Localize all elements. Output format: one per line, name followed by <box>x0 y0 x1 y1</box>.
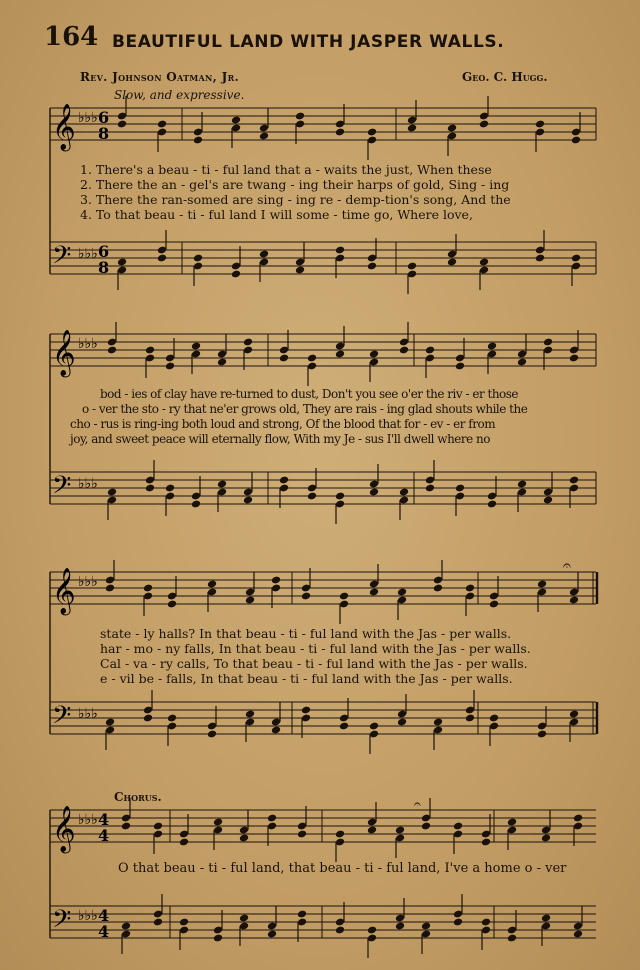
note-head <box>369 588 379 597</box>
chorus-lyrics: O that beau - ti - ful land, that beau - ti - ful land, I've a home o - ver <box>118 861 567 876</box>
note-head <box>453 918 463 927</box>
note-head <box>369 488 379 497</box>
note-head <box>571 254 581 263</box>
note-head <box>243 496 253 505</box>
note-head <box>121 922 131 931</box>
note-head <box>369 722 379 731</box>
note-head <box>569 354 579 363</box>
note-head <box>465 584 475 593</box>
note-head <box>335 350 345 359</box>
note-head <box>397 718 407 727</box>
note-head <box>145 346 155 355</box>
verse4-lyrics-line3: e - vil be - falls, In that beau - ti - ful land with the Jas - per walls. <box>100 671 513 686</box>
note-head <box>339 592 349 601</box>
note-head <box>245 710 255 719</box>
note-head <box>307 492 317 501</box>
note-head <box>407 124 417 133</box>
note-head <box>207 580 217 589</box>
key-signature-flats: ♭♭♭ <box>78 336 98 352</box>
note-head <box>535 120 545 129</box>
note-head <box>399 488 409 497</box>
note-head <box>481 918 491 927</box>
note-head <box>569 596 579 605</box>
treble-staff-lines <box>50 810 596 842</box>
note-head <box>259 250 269 259</box>
note-head <box>279 354 289 363</box>
note-head <box>231 116 241 125</box>
note-head <box>279 476 289 485</box>
bass-staff-lines <box>50 242 596 274</box>
note-head <box>295 112 305 121</box>
bass-clef-icon: 𝄢 <box>52 905 72 940</box>
note-head <box>537 730 547 739</box>
note-head <box>541 914 551 923</box>
key-signature-flats-bass: ♭♭♭ <box>78 908 98 924</box>
verse3-lyrics-line3: Cal - va - ry calls, To that beau - ti - ful land with the Jas - per walls. <box>100 656 528 671</box>
note-head <box>541 834 551 843</box>
note-head <box>447 124 457 133</box>
note-head <box>465 714 475 723</box>
note-head <box>117 120 127 129</box>
note-head <box>295 266 305 275</box>
note-head <box>107 346 117 355</box>
note-head <box>217 358 227 367</box>
note-head <box>421 822 431 831</box>
key-signature-flats: ♭♭♭ <box>78 574 98 590</box>
note-head <box>105 584 115 593</box>
key-signature-flats: ♭♭♭ <box>78 110 98 126</box>
note-head <box>143 714 153 723</box>
note-head <box>479 258 489 267</box>
note-head <box>543 496 553 505</box>
note-head <box>153 918 163 927</box>
key-signature-flats: ♭♭♭ <box>78 812 98 828</box>
note-head <box>207 730 217 739</box>
note-head <box>369 350 379 359</box>
note-head <box>487 500 497 509</box>
fermata-icon: 𝄐 <box>414 797 421 811</box>
treble-clef-icon: 𝄞 <box>52 568 76 614</box>
svg-text:4: 4 <box>98 826 110 845</box>
page-number: 164 <box>44 22 99 52</box>
note-head <box>535 254 545 263</box>
time-signature-treble: 4 <box>98 810 110 829</box>
note-head <box>105 718 115 727</box>
note-head <box>367 262 377 271</box>
note-head <box>487 342 497 351</box>
note-head <box>367 926 377 935</box>
note-head <box>267 930 277 939</box>
treble-staff-lines <box>50 334 596 366</box>
note-head <box>517 358 527 367</box>
note-head <box>335 926 345 935</box>
note-head <box>191 342 201 351</box>
note-head <box>167 600 177 609</box>
note-head <box>489 600 499 609</box>
time-signature-treble: 6 <box>98 108 110 127</box>
note-head <box>191 500 201 509</box>
note-head <box>517 480 527 489</box>
key-signature-flats-bass: ♭♭♭ <box>78 476 98 492</box>
note-head <box>193 254 203 263</box>
verse1-lyrics-line3: state - ly halls? In that beau - ti - ful land with the Jas - per walls. <box>100 626 512 641</box>
chorus-label: Chorus. <box>114 790 162 804</box>
bass-staff-lines <box>50 472 596 504</box>
treble-clef-icon: 𝄞 <box>52 330 76 376</box>
note-head <box>447 258 457 267</box>
note-head <box>143 584 153 593</box>
note-head <box>297 830 307 839</box>
verse3-lyrics-line1: 3. There the ran-somed are sing - ing re - demp-tion's song, And the <box>80 192 511 207</box>
fermata-icon: 𝄐 <box>563 558 571 574</box>
note-head <box>213 818 223 827</box>
note-head <box>167 714 177 723</box>
note-head <box>267 814 277 823</box>
note-head <box>259 132 269 141</box>
bass-clef-icon: 𝄢 <box>52 241 72 276</box>
note-head <box>399 346 409 355</box>
note-head <box>395 922 405 931</box>
note-head <box>121 822 131 831</box>
note-head <box>231 270 241 279</box>
note-head <box>271 726 281 735</box>
note-head <box>307 354 317 363</box>
note-head <box>455 484 465 493</box>
note-head <box>573 814 583 823</box>
note-head <box>217 480 227 489</box>
note-head <box>507 934 517 943</box>
note-head <box>479 120 489 129</box>
note-head <box>271 576 281 585</box>
verse1-lyrics-line2: bod - ies of clay have re-turned to dust, Don't you see o'er the riv - er those <box>100 387 519 401</box>
note-head <box>179 918 189 927</box>
chorus-notes <box>121 798 583 958</box>
time-signature-bass: 4 <box>98 906 110 925</box>
verse3-lyrics-line2: cho - rus is ring-ing both loud and strong, Of the blood that for - ev - er from <box>70 417 496 431</box>
note-head <box>297 910 307 919</box>
note-head <box>145 484 155 493</box>
note-head <box>245 596 255 605</box>
key-signature-flats-bass: ♭♭♭ <box>78 706 98 722</box>
note-head <box>213 934 223 943</box>
note-head <box>335 830 345 839</box>
note-head <box>573 930 583 939</box>
note-head <box>157 120 167 129</box>
tempo-marking: Slow, and expressive. <box>114 88 245 102</box>
note-head <box>335 246 345 255</box>
note-head <box>395 826 405 835</box>
note-head <box>537 580 547 589</box>
note-head <box>489 714 499 723</box>
note-head <box>425 484 435 493</box>
note-head <box>153 822 163 831</box>
note-head <box>433 584 443 593</box>
note-head <box>367 826 377 835</box>
note-head <box>397 588 407 597</box>
note-head <box>425 346 435 355</box>
note-head <box>301 592 311 601</box>
note-head <box>179 838 189 847</box>
composer-credit: Geo. C. Hugg. <box>462 70 548 84</box>
bass-clef-icon: 𝄢 <box>52 471 72 506</box>
note-head <box>407 262 417 271</box>
bass-clef-icon: 𝄢 <box>52 701 72 736</box>
verse4-lyrics-line1: 4. To that beau - ti - ful land I will some - time go, Where love, <box>80 207 473 222</box>
treble-clef-icon: 𝄞 <box>52 806 76 852</box>
note-head <box>507 818 517 827</box>
note-head <box>433 718 443 727</box>
note-head <box>165 362 175 371</box>
verse1-lyrics-line1: 1. There's a beau - ti - ful land that a - waits the just, When these <box>80 162 492 177</box>
bass-staff-lines <box>50 906 596 938</box>
note-head <box>107 488 117 497</box>
verse4-lyrics-line2: joy, and sweet peace will eternally flow, With my Je - sus I'll dwell where no <box>70 432 491 446</box>
svg-text:4: 4 <box>98 922 110 941</box>
note-head <box>239 914 249 923</box>
note-head <box>367 128 377 137</box>
note-head <box>455 362 465 371</box>
svg-text:8: 8 <box>98 124 110 143</box>
note-head <box>165 484 175 493</box>
treble-staff-lines <box>50 572 596 604</box>
treble-clef-icon: 𝄞 <box>52 104 76 150</box>
note-head <box>243 338 253 347</box>
note-head <box>571 136 581 145</box>
note-head <box>481 838 491 847</box>
note-head <box>569 710 579 719</box>
note-head <box>301 706 311 715</box>
note-head <box>239 834 249 843</box>
verse2-lyrics-line3: har - mo - ny falls, In that beau - ti - ful land with the Jas - per walls. <box>100 641 531 656</box>
treble-staff-lines <box>50 108 596 140</box>
author-credit: Rev. Johnson Oatman, Jr. <box>80 70 239 84</box>
svg-text:8: 8 <box>98 258 110 277</box>
time-signature-bass: 6 <box>98 242 110 261</box>
note-head <box>453 822 463 831</box>
note-head <box>569 476 579 485</box>
note-head <box>335 492 345 501</box>
note-head <box>421 922 431 931</box>
note-head <box>543 338 553 347</box>
hymn-title: BEAUTIFUL LAND WITH JASPER WALLS. <box>112 32 505 52</box>
note-head <box>339 722 349 731</box>
verse2-lyrics-line2: o - ver the sto - ry that ne'er grows old, They are rais - ing glad shouts while the <box>82 402 528 416</box>
key-signature-flats-bass: ♭♭♭ <box>78 246 98 262</box>
note-head <box>335 128 345 137</box>
note-head <box>157 254 167 263</box>
bass-staff-lines <box>50 702 596 734</box>
note-head <box>193 136 203 145</box>
verse2-lyrics-line1: 2. There the an - gel's are twang - ing their harps of gold, Sing - ing <box>80 177 510 192</box>
note-head <box>117 258 127 267</box>
